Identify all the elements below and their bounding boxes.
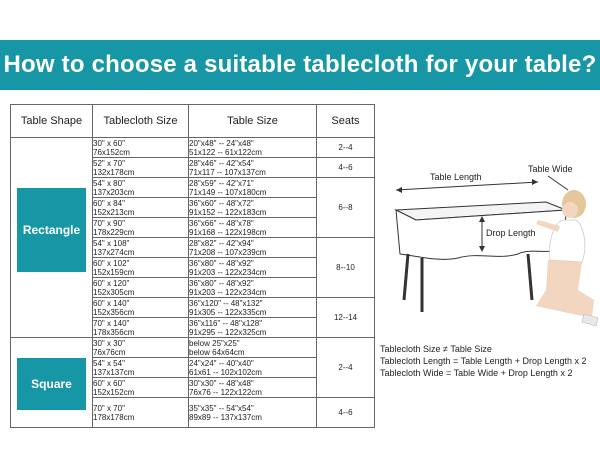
table-size: 28"x46" -- 42"x54" 71x117 -- 107x137cm [189,158,317,178]
drop-length-label: Drop Length [486,228,536,238]
cloth-size: 52" x 70" 132x178cm [93,158,189,178]
note-line: Tablecloth Length = Table Length + Drop Length x 2 [380,356,587,366]
cloth-size: 70" x 70" 178x178cm [93,398,189,428]
table-size: 28"x82" -- 42"x94" 71x208 -- 107x239cm [189,238,317,258]
note-line: Tablecloth Size ≠ Table Size [380,344,492,354]
table-size: 24"x24" -- 40"x40" 61x61 -- 102x102cm [189,358,317,378]
shape-cell-rectangle [11,138,93,338]
header-seats: Seats [317,105,375,138]
tablecloth-diagram [378,150,600,340]
cloth-size: 60" x 102" 152x159cm [93,258,189,278]
table-wide-label: Table Wide [528,164,573,174]
cloth-size: 60" x 120" 152x305cm [93,278,189,298]
table-size: 36"x80" -- 48"x92" 91x203 -- 122x234cm [189,278,317,298]
note-line: Tablecloth Wide = Table Wide + Drop Length x 2 [380,368,573,378]
table-length-label: Table Length [430,172,482,182]
seats: 2--4 [317,338,375,398]
table-size: 36"x116" -- 48"x128" 91x295 -- 122x325cm [189,318,317,338]
table-size: below 25"x25" below 64x64cm [189,338,317,358]
length-arrow [396,182,538,190]
cloth-size: 60" x 140" 152x356cm [93,298,189,318]
cloth-size: 60" x 60" 152x152cm [93,378,189,398]
woman-head [562,202,578,218]
seats: 12--14 [317,298,375,338]
table-leg [528,254,532,300]
header-row [11,105,375,138]
seats: 2--4 [317,138,375,158]
header-shape: Table Shape [11,105,93,138]
cloth-size: 70" x 90" 178x229cm [93,218,189,238]
cloth-size: 54" x 80" 137x203cm [93,178,189,198]
table-size: 36"x120" -- 48"x132" 91x305 -- 122x335cm [189,298,317,318]
table-size: 36"x66" -- 48"x78" 91x168 -- 122x198cm [189,218,317,238]
cloth-size: 30" x 60" 76x152cm [93,138,189,158]
cloth-size: 30" x 30" 76x76cm [93,338,189,358]
seats: 8--10 [317,238,375,298]
shape-cell-square [11,338,93,428]
seats: 4--6 [317,158,375,178]
page-title: How to choose a suitable tablecloth for your table? [3,51,597,78]
table-leg [404,254,408,300]
header-cloth-size: Tablecloth Size [93,105,189,138]
size-table [10,104,375,428]
header-table-size: Table Size [189,105,317,138]
table-size: 35"x35" -- 54"x54" 89x89 -- 137x137cm [189,398,317,428]
woman-legs [536,260,594,318]
table-row [11,138,375,158]
table-size: 20"x48" -- 24"x48" 51x122 -- 61x122cm [189,138,317,158]
cloth-size: 60" x 84" 152x213cm [93,198,189,218]
cloth-size: 54" x 54" 137x137cm [93,358,189,378]
table-size: 36"x80" -- 48"x92" 91x203 -- 122x234cm [189,258,317,278]
seats: 4--6 [317,398,375,428]
arrow-head [396,187,402,193]
cloth-size: 70" x 140" 178x356cm [93,318,189,338]
arrow-head [532,179,538,185]
cloth-size: 54" x 108" 137x274cm [93,238,189,258]
shape-label-rectangle: Rectangle [17,188,86,272]
table-size: 36"x60" -- 48"x72" 91x152 -- 122x183cm [189,198,317,218]
table-size: 28"x59" -- 42"x71" 71x149 -- 107x180cm [189,178,317,198]
table-size: 30"x30" -- 48"x48" 76x76 -- 122x122cm [189,378,317,398]
title-banner [0,40,600,90]
seats: 6--8 [317,178,375,238]
shape-label-square: Square [17,358,86,410]
size-notes [380,343,598,379]
table-row [11,338,375,358]
woman-shoe [582,314,598,326]
wide-arrow [548,176,568,190]
